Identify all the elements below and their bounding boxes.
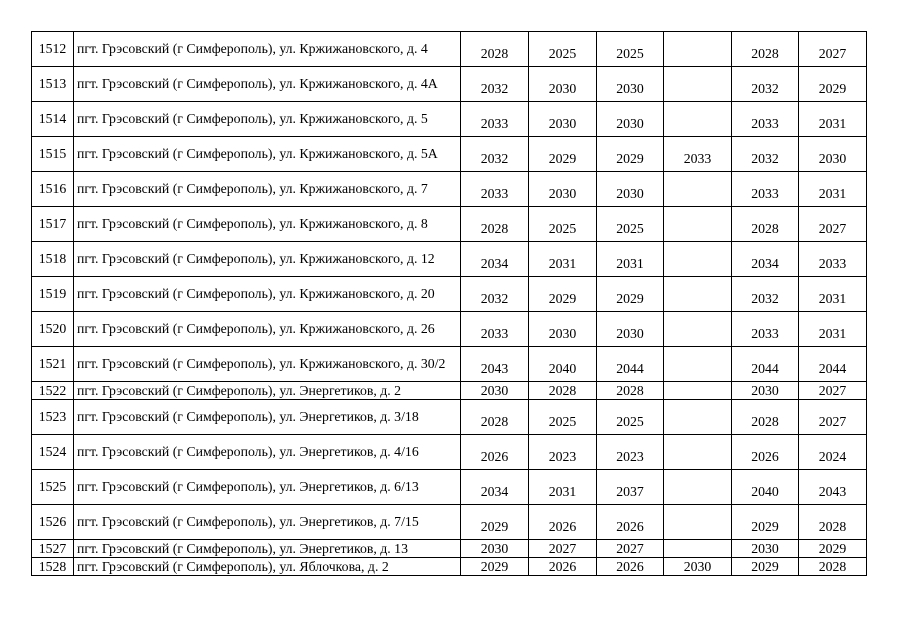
row-number: 1513 [32,67,74,102]
row-number: 1516 [32,172,74,207]
year-cell-5: 2029 [732,505,799,540]
row-number: 1519 [32,277,74,312]
row-number: 1526 [32,505,74,540]
year-cell-1: 2032 [461,137,529,172]
year-cell-3: 2023 [597,435,664,470]
year-cell-4 [664,312,732,347]
table-row [32,470,867,505]
year-cell-1: 2030 [461,382,529,400]
table-row [32,207,867,242]
year-cell-4: 2030 [664,558,732,576]
table-row [32,102,867,137]
year-cell-5: 2028 [732,400,799,435]
address-cell: пгт. Грэсовский (г Симферополь), ул. Энергетиков, д. 13 [74,540,461,558]
table-row [32,32,867,67]
year-cell-6: 2029 [799,540,867,558]
year-cell-5: 2028 [732,32,799,67]
year-cell-2: 2025 [529,400,597,435]
year-cell-6: 2027 [799,400,867,435]
row-number: 1515 [32,137,74,172]
table-row [32,137,867,172]
table-row [32,67,867,102]
table-row [32,558,867,576]
year-cell-1: 2030 [461,540,529,558]
year-cell-6: 2027 [799,207,867,242]
year-cell-3: 2025 [597,400,664,435]
year-cell-5: 2040 [732,470,799,505]
table-row [32,382,867,400]
row-number: 1520 [32,312,74,347]
year-cell-1: 2028 [461,400,529,435]
year-cell-3: 2030 [597,67,664,102]
row-number: 1521 [32,347,74,382]
table-row [32,242,867,277]
year-cell-6: 2043 [799,470,867,505]
year-cell-1: 2032 [461,67,529,102]
year-cell-2: 2031 [529,242,597,277]
year-cell-2: 2023 [529,435,597,470]
year-cell-5: 2028 [732,207,799,242]
year-cell-6: 2028 [799,505,867,540]
row-number: 1517 [32,207,74,242]
year-cell-3: 2029 [597,277,664,312]
year-cell-2: 2030 [529,172,597,207]
year-cell-2: 2029 [529,137,597,172]
year-cell-3: 2025 [597,32,664,67]
year-cell-1: 2028 [461,207,529,242]
year-cell-4 [664,242,732,277]
address-cell: пгт. Грэсовский (г Симферополь), ул. Кржижановского, д. 5А [74,137,461,172]
year-cell-2: 2030 [529,102,597,137]
year-cell-1: 2032 [461,277,529,312]
year-cell-4 [664,470,732,505]
year-cell-1: 2034 [461,470,529,505]
year-cell-5: 2032 [732,277,799,312]
year-cell-3: 2026 [597,558,664,576]
year-cell-2: 2025 [529,32,597,67]
year-cell-5: 2030 [732,382,799,400]
year-cell-1: 2043 [461,347,529,382]
year-cell-2: 2029 [529,277,597,312]
year-cell-5: 2029 [732,558,799,576]
table-row [32,277,867,312]
year-cell-4 [664,172,732,207]
address-cell: пгт. Грэсовский (г Симферополь), ул. Энергетиков, д. 6/13 [74,470,461,505]
address-cell: пгт. Грэсовский (г Симферополь), ул. Кржижановского, д. 4 [74,32,461,67]
table-row [32,540,867,558]
address-cell: пгт. Грэсовский (г Симферополь), ул. Кржижановского, д. 5 [74,102,461,137]
year-cell-6: 2031 [799,277,867,312]
year-cell-4 [664,400,732,435]
row-number: 1518 [32,242,74,277]
year-cell-5: 2034 [732,242,799,277]
address-cell: пгт. Грэсовский (г Симферополь), ул. Кржижановского, д. 7 [74,172,461,207]
year-cell-2: 2027 [529,540,597,558]
year-cell-6: 2027 [799,382,867,400]
year-cell-1: 2029 [461,505,529,540]
table-row [32,347,867,382]
year-cell-1: 2028 [461,32,529,67]
year-cell-6: 2031 [799,312,867,347]
year-cell-3: 2025 [597,207,664,242]
year-cell-3: 2030 [597,102,664,137]
year-cell-6: 2024 [799,435,867,470]
row-number: 1512 [32,32,74,67]
row-number: 1525 [32,470,74,505]
year-cell-1: 2033 [461,102,529,137]
row-number: 1528 [32,558,74,576]
year-cell-2: 2040 [529,347,597,382]
year-cell-1: 2033 [461,172,529,207]
address-cell: пгт. Грэсовский (г Симферополь), ул. Энергетиков, д. 2 [74,382,461,400]
year-cell-3: 2027 [597,540,664,558]
year-cell-4 [664,347,732,382]
year-cell-3: 2028 [597,382,664,400]
year-cell-5: 2032 [732,67,799,102]
year-cell-4: 2033 [664,137,732,172]
year-cell-5: 2026 [732,435,799,470]
row-number: 1524 [32,435,74,470]
year-cell-2: 2031 [529,470,597,505]
address-cell: пгт. Грэсовский (г Симферополь), ул. Яблочкова, д. 2 [74,558,461,576]
year-cell-5: 2030 [732,540,799,558]
year-cell-3: 2030 [597,312,664,347]
year-cell-2: 2026 [529,558,597,576]
address-cell: пгт. Грэсовский (г Симферополь), ул. Кржижановского, д. 26 [74,312,461,347]
year-cell-6: 2044 [799,347,867,382]
year-cell-3: 2044 [597,347,664,382]
year-cell-3: 2030 [597,172,664,207]
year-cell-6: 2033 [799,242,867,277]
row-number: 1522 [32,382,74,400]
year-cell-5: 2044 [732,347,799,382]
year-cell-4 [664,102,732,137]
address-cell: пгт. Грэсовский (г Симферополь), ул. Энергетиков, д. 3/18 [74,400,461,435]
table-row [32,505,867,540]
year-cell-4 [664,32,732,67]
year-cell-6: 2030 [799,137,867,172]
address-cell: пгт. Грэсовский (г Симферополь), ул. Кржижановского, д. 4А [74,67,461,102]
year-cell-2: 2030 [529,67,597,102]
year-cell-1: 2033 [461,312,529,347]
address-cell: пгт. Грэсовский (г Симферополь), ул. Кржижановского, д. 12 [74,242,461,277]
year-cell-2: 2030 [529,312,597,347]
year-cell-2: 2026 [529,505,597,540]
housing-table [31,31,867,576]
address-cell: пгт. Грэсовский (г Симферополь), ул. Энергетиков, д. 7/15 [74,505,461,540]
year-cell-1: 2034 [461,242,529,277]
year-cell-6: 2031 [799,172,867,207]
year-cell-3: 2026 [597,505,664,540]
year-cell-1: 2029 [461,558,529,576]
year-cell-1: 2026 [461,435,529,470]
table-body [32,32,867,576]
row-number: 1523 [32,400,74,435]
address-cell: пгт. Грэсовский (г Симферополь), ул. Кржижановского, д. 20 [74,277,461,312]
year-cell-5: 2033 [732,172,799,207]
year-cell-4 [664,67,732,102]
year-cell-6: 2028 [799,558,867,576]
year-cell-6: 2029 [799,67,867,102]
address-cell: пгт. Грэсовский (г Симферополь), ул. Кржижановского, д. 30/2 [74,347,461,382]
address-cell: пгт. Грэсовский (г Симферополь), ул. Энергетиков, д. 4/16 [74,435,461,470]
address-cell: пгт. Грэсовский (г Симферополь), ул. Кржижановского, д. 8 [74,207,461,242]
year-cell-4 [664,207,732,242]
table-row [32,435,867,470]
year-cell-4 [664,435,732,470]
year-cell-6: 2031 [799,102,867,137]
year-cell-3: 2037 [597,470,664,505]
year-cell-5: 2033 [732,312,799,347]
row-number: 1514 [32,102,74,137]
year-cell-6: 2027 [799,32,867,67]
year-cell-3: 2029 [597,137,664,172]
year-cell-4 [664,277,732,312]
table-row [32,312,867,347]
table-row [32,172,867,207]
year-cell-5: 2032 [732,137,799,172]
year-cell-2: 2028 [529,382,597,400]
year-cell-4 [664,382,732,400]
year-cell-2: 2025 [529,207,597,242]
year-cell-3: 2031 [597,242,664,277]
table-row [32,400,867,435]
year-cell-4 [664,540,732,558]
year-cell-5: 2033 [732,102,799,137]
year-cell-4 [664,505,732,540]
row-number: 1527 [32,540,74,558]
